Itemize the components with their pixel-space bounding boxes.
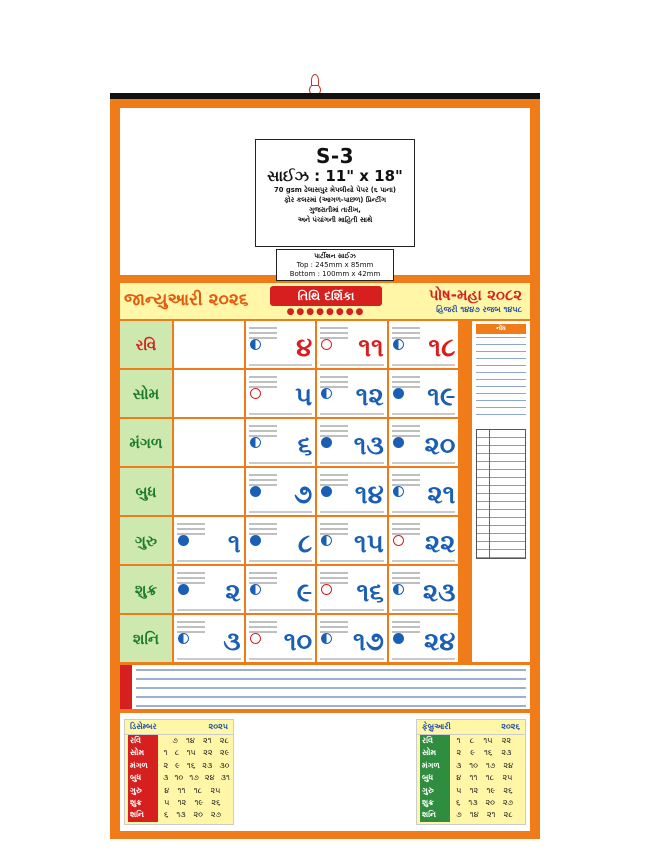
moon-icon	[321, 339, 332, 350]
mini-date: ૧૦	[174, 773, 184, 783]
date-cell	[174, 517, 244, 564]
moon-icon	[250, 584, 261, 595]
calendar-sheet	[110, 99, 540, 839]
mini-date: ૨૮	[219, 736, 229, 745]
spec-size: સાઈઝ : 11" x 18"	[267, 167, 403, 185]
date-number: ૮	[297, 529, 313, 559]
mini-day: સોમ	[128, 747, 158, 759]
festival-line	[320, 658, 384, 660]
festival-line	[177, 658, 241, 660]
date-number: ૨	[225, 578, 241, 608]
mini-calendar-next	[416, 719, 526, 825]
mini-date: ૨૦	[485, 798, 495, 808]
mini-date: ૧૯	[486, 785, 496, 795]
moon-icon	[250, 437, 261, 448]
mini-date: ૯	[175, 760, 180, 770]
date-cell	[317, 370, 387, 417]
date-cell	[389, 321, 459, 368]
mini-date: ૧૫	[483, 736, 493, 745]
moon-icon	[321, 584, 332, 595]
brand-logo: તિથિ દર્શિકા	[270, 286, 382, 306]
month-header	[120, 283, 530, 319]
date-cell	[317, 566, 387, 613]
festival-line	[249, 462, 313, 464]
mini-date: ૧૩	[176, 810, 186, 820]
moon-icon	[393, 633, 404, 644]
date-cell	[246, 566, 316, 613]
date-number: ૧૮	[428, 333, 456, 363]
festival-line	[392, 364, 456, 366]
mini-date: ૨૪	[503, 760, 514, 770]
date-cell	[246, 370, 316, 417]
mini-date: ૪	[164, 785, 170, 795]
date-cell	[389, 615, 459, 662]
date-number: ૯	[296, 578, 313, 608]
mini-row	[417, 760, 525, 772]
info-strip	[120, 665, 530, 709]
partition-title: પાર્ટીશન સાઈઝ	[314, 252, 356, 260]
moon-icon	[393, 437, 404, 448]
festival-line	[249, 609, 313, 611]
date-number: ૧૪	[354, 480, 384, 510]
empty-cell	[174, 321, 244, 368]
festival-line	[320, 511, 384, 513]
festival-line	[249, 413, 313, 415]
day-name: શનિ	[120, 615, 172, 662]
mini-date: ૨૯	[219, 748, 230, 758]
month-title: જાન્યુઆરી ૨૦૨૬	[124, 290, 249, 310]
mini-day: રવિ	[128, 735, 158, 747]
mini-row	[125, 797, 233, 809]
notes-panel	[472, 321, 530, 662]
mini-date: ૨૪	[204, 773, 215, 783]
date-number: ૩	[223, 627, 241, 657]
mini-date: ૭	[456, 810, 462, 820]
festival-line	[320, 364, 384, 366]
mini-date: ૫	[456, 785, 462, 795]
moon-icon	[393, 388, 404, 399]
festival-line	[392, 413, 456, 415]
empty-cell	[174, 370, 244, 417]
spec-line: ફોર કલરમાં (આગળ-પાછળ) પ્રિન્ટીંગ	[284, 196, 386, 204]
date-cell	[389, 517, 459, 564]
day-name: ગુરુ	[120, 517, 172, 564]
mini-date: ૨૦	[193, 810, 203, 820]
info-strip-label	[120, 665, 132, 709]
notes-lines	[476, 337, 526, 421]
mini-date: ૨	[163, 760, 169, 770]
mini-date: ૧૭	[485, 760, 496, 770]
festival-line	[249, 560, 313, 562]
mini-date: ૧૬	[483, 748, 493, 758]
empty-cell	[174, 419, 244, 466]
mini-date: ૨૧	[203, 736, 212, 745]
date-number: ૧	[227, 529, 241, 559]
mini-next-year: ૨૦૨૬	[501, 722, 520, 731]
festival-line	[320, 609, 384, 611]
spec-code: S-3	[315, 144, 355, 168]
mini-date: ૬	[163, 810, 169, 820]
mini-day: સોમ	[420, 747, 450, 759]
moon-icon	[393, 584, 404, 595]
mini-date: ૧૪	[185, 736, 195, 745]
hijri-month: હિજરી ૧૪૪૭ રજબ ૧૪૫૮	[436, 305, 522, 314]
date-cell	[389, 468, 459, 515]
date-cell	[317, 615, 387, 662]
mini-date: ૨	[456, 748, 462, 758]
festival-line	[392, 658, 456, 660]
mini-date: ૨૭	[502, 798, 514, 808]
date-cell	[317, 468, 387, 515]
mini-date: ૮	[174, 748, 180, 758]
mini-date: ૧	[456, 736, 461, 745]
mini-row	[125, 785, 233, 797]
date-cell	[246, 419, 316, 466]
mini-date: ૨૨	[501, 736, 512, 745]
date-cell	[246, 615, 316, 662]
mini-date: ૨૫	[502, 773, 513, 783]
mini-date: ૨૨	[203, 748, 213, 758]
mini-day: શનિ	[420, 809, 450, 821]
date-number: ૭	[294, 480, 313, 510]
date-cell	[246, 321, 316, 368]
mini-date: ૭	[172, 736, 178, 745]
date-number: ૨૩	[422, 578, 456, 608]
spec-line: ગુજરાતીમાં તારીખ,	[309, 206, 361, 214]
moon-icon	[250, 486, 261, 497]
mini-prev-month: ડિસેમ્બર	[130, 722, 157, 731]
moon-icon	[250, 633, 261, 644]
date-number: ૨૨	[424, 529, 456, 559]
footer	[120, 713, 530, 831]
mini-date: ૧૦	[469, 760, 478, 770]
day-name: શુક્ર	[120, 566, 172, 613]
moon-icon	[178, 633, 189, 644]
moon-icon	[178, 584, 189, 595]
day-name: મંગળ	[120, 419, 172, 466]
festival-line	[392, 511, 456, 513]
mini-date: ૫	[164, 798, 170, 808]
top-blank-area	[120, 108, 530, 278]
mini-row	[125, 760, 233, 772]
date-number: ૬	[297, 431, 313, 461]
partition-box	[276, 249, 394, 281]
mini-row	[417, 785, 525, 797]
mini-date: ૧૧	[177, 785, 186, 795]
mini-day: રવિ	[420, 735, 450, 747]
festival-line	[249, 658, 313, 660]
date-number: ૧૧	[358, 333, 384, 363]
date-cell	[246, 517, 316, 564]
moon-icon	[321, 486, 332, 497]
date-cell	[317, 321, 387, 368]
mini-day: મંગળ	[128, 760, 158, 772]
mini-row	[417, 735, 525, 747]
spec-box	[255, 139, 415, 247]
spec-line: અને પંચાંગની માહિતી સાથે	[297, 216, 373, 224]
date-number: ૧૨	[355, 382, 384, 412]
festival-line	[320, 462, 384, 464]
hindu-month: પોષ-મહા ૨૦૮૨	[428, 286, 522, 304]
mini-date: ૧૬	[186, 760, 196, 770]
date-number: ૫	[295, 382, 313, 412]
date-cell	[389, 370, 459, 417]
mini-date: ૩૧	[220, 773, 230, 783]
day-name: રવિ	[120, 321, 172, 368]
mini-row	[125, 735, 233, 747]
date-number: ૧૬	[356, 578, 384, 608]
mini-row	[417, 797, 525, 809]
mini-date: ૮	[469, 736, 475, 745]
date-number: ૧૭	[352, 627, 384, 657]
mini-day: શુક્ર	[128, 797, 158, 809]
mini-day: બુધ	[128, 772, 158, 784]
mini-date: ૧૧	[469, 773, 478, 783]
mini-date: ૨૬	[211, 798, 221, 808]
mini-date: ૨૬	[503, 785, 513, 795]
festival-line	[320, 560, 384, 562]
mini-prev-year: ૨૦૨૫	[208, 722, 228, 731]
date-cell	[389, 566, 459, 613]
mini-row	[417, 747, 525, 759]
mini-date: ૧૫	[186, 748, 196, 758]
partition-bottom: Bottom : 100mm x 42mm	[289, 270, 381, 278]
day-name: બુધ	[120, 468, 172, 515]
mini-date: ૧૯	[194, 798, 204, 808]
mini-date: ૧૭	[189, 773, 199, 783]
hanger-hook	[308, 74, 320, 94]
moon-icon	[250, 339, 261, 350]
mini-day: બુધ	[420, 772, 450, 784]
mini-row	[125, 772, 233, 784]
mini-date: ૨૫	[210, 785, 221, 795]
mini-date: ૩	[455, 760, 462, 770]
moon-icon	[393, 339, 404, 350]
mini-day: શુક્ર	[420, 797, 450, 809]
mini-row	[417, 772, 525, 784]
date-cell	[317, 419, 387, 466]
date-cell	[174, 615, 244, 662]
mini-next-month: ફેબ્રુઆરી	[422, 722, 451, 731]
moon-icon	[178, 535, 189, 546]
mini-day: શનિ	[128, 809, 158, 821]
date-number: ૧૯	[427, 382, 456, 412]
date-cell	[246, 468, 316, 515]
mini-date: ૨૧	[486, 810, 496, 820]
moon-icon	[321, 388, 332, 399]
empty-cell	[174, 468, 244, 515]
moon-icon	[393, 535, 404, 546]
date-number: ૨૧	[427, 480, 456, 510]
moon-icon	[321, 535, 332, 546]
mini-date: ૧	[163, 748, 168, 758]
mini-date: ૨૮	[503, 810, 513, 820]
moon-icon	[250, 535, 261, 546]
moon-icon	[250, 388, 261, 399]
info-strip-lines	[136, 669, 526, 714]
notes-heading: નોંધ	[476, 324, 526, 334]
mini-day: ગુરુ	[420, 785, 450, 797]
mini-date: ૪	[456, 773, 462, 783]
festival-line	[249, 364, 313, 366]
mini-date: ૧૨	[177, 798, 187, 808]
mini-date: ૧૮	[193, 785, 203, 795]
date-number: ૨૪	[424, 627, 456, 657]
festival-line	[177, 560, 241, 562]
mini-date: ૬	[455, 798, 461, 808]
date-number: ૧૦	[283, 627, 313, 657]
mini-date: ૨૩	[501, 748, 512, 758]
mini-date: ૨૩	[202, 760, 213, 770]
notes-table	[476, 429, 526, 559]
mini-row	[125, 809, 233, 821]
date-number: ૨૦	[424, 431, 456, 461]
brand-dots: ●●●●●●●●	[286, 307, 366, 317]
mini-day: ગુરુ	[128, 785, 158, 797]
date-number: ૧૫	[353, 529, 384, 559]
mini-date: ૯	[470, 748, 475, 758]
festival-line	[177, 609, 241, 611]
spec-line: 70 gsm ઢેલાસપુર મેપલીયો પેપર (૬ પાના)	[274, 186, 396, 194]
date-number: ૧૩	[353, 431, 384, 461]
date-cell	[389, 419, 459, 466]
moon-icon	[321, 633, 332, 644]
calendar-grid	[120, 321, 530, 662]
date-cell	[317, 517, 387, 564]
mini-date: ૧૪	[469, 810, 479, 820]
mini-date: ૨૭	[210, 810, 222, 820]
festival-line	[392, 560, 456, 562]
mini-date: ૧૮	[485, 773, 495, 783]
mini-row	[125, 747, 233, 759]
mini-date: ૩૦	[219, 760, 230, 770]
mini-calendar-prev	[124, 719, 234, 825]
festival-line	[392, 462, 456, 464]
partition-top: Top : 245mm x 85mm	[296, 261, 374, 269]
festival-line	[249, 511, 313, 513]
festival-line	[392, 609, 456, 611]
mini-date: ૩	[163, 773, 169, 783]
day-name: સોમ	[120, 370, 172, 417]
moon-icon	[393, 486, 404, 497]
date-cell	[174, 566, 244, 613]
mini-day: મંગળ	[420, 760, 450, 772]
mini-row	[417, 809, 525, 821]
mini-date: ૧૩	[468, 798, 478, 808]
moon-icon	[321, 437, 332, 448]
festival-line	[320, 413, 384, 415]
mini-date: ૧૨	[469, 785, 479, 795]
date-number: ૪	[296, 333, 313, 363]
